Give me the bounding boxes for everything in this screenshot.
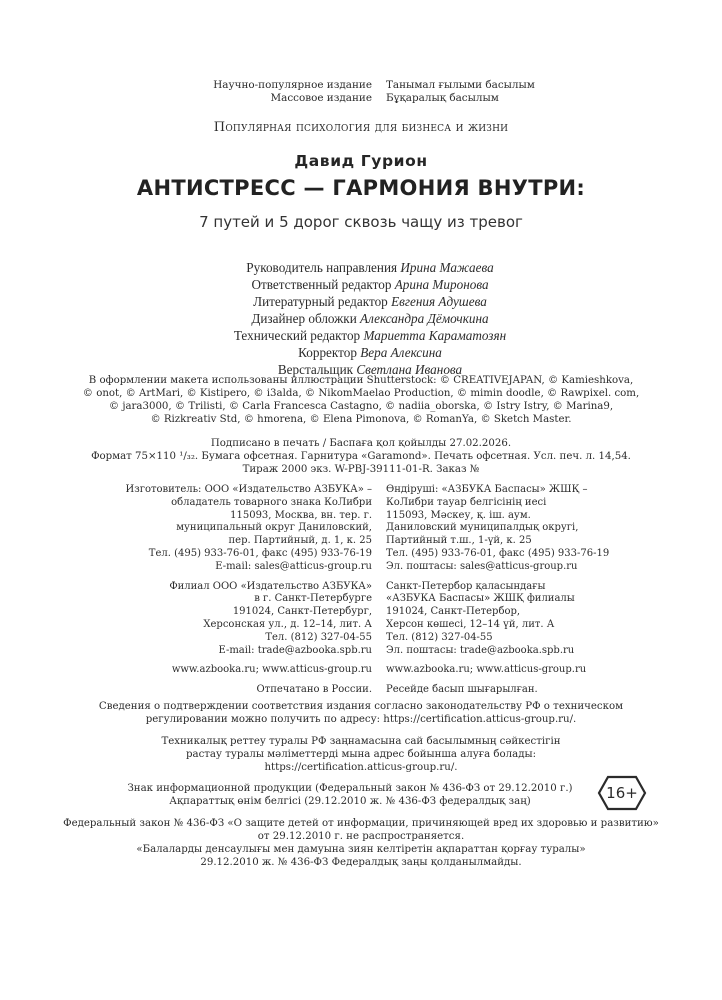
address-line: Херсон көшесі, 12–14 үй, лит. А	[386, 618, 555, 630]
credit-person: Арина Миронова	[394, 277, 489, 292]
federal-law-line: «Балаларды денсаулығы мен дамуына зиян келтіретін ақпараттан қорғау туралы»	[136, 844, 586, 855]
series-title: Популярная психология для бизнеса и жизни	[213, 120, 509, 135]
credit-person: Евгения Адушева	[391, 294, 487, 309]
illustrations-line: В оформлении макета использованы иллюстрации Shutterstock: © CREATIVEJAPAN, © Kamieshkova,	[88, 375, 634, 386]
info-sign-line: Ақпараттық өнім белгісі (29.12.2010 ж. № 436-ФЗ федералдық заң)	[169, 796, 531, 807]
email-line: E-mail: sales@atticus-group.ru	[215, 560, 372, 572]
age-rating-label: 16+	[606, 784, 638, 802]
address-line: Тел. (812) 327-04-55	[386, 631, 493, 643]
email-line: Эл. поштасы: trade@azbooka.spb.ru	[386, 644, 575, 656]
website-line: www.azbooka.ru; www.atticus-group.ru	[386, 664, 587, 676]
address-line: 191024, Санкт-Петербор,	[386, 606, 521, 618]
address-line: 115093, Мәскеу, қ. іш. аум.	[386, 509, 531, 521]
credit-person: Александра Дёмочкина	[360, 311, 489, 326]
federal-law-line: 29.12.2010 ж. № 436-ФЗ Федералдық заңы қолданылмайды.	[200, 857, 522, 868]
print-info-line: Подписано в печать / Баспаға қол қойылды 27.02.2026.	[210, 438, 512, 449]
age-rating-badge	[597, 775, 647, 811]
credit-person: Светлана Иванова	[356, 362, 463, 377]
illustrations-line: © jara3000, © Trilisti, © Carla Francesca Castagno, © nadiia_oborska, © Istry Istry, © Marina9,	[108, 401, 614, 412]
address-line: пер. Партийный, д. 1, к. 25	[228, 535, 372, 547]
credit-role: Дизайнер обложки	[251, 311, 357, 326]
credit-person: Ирина Мажаева	[400, 260, 494, 275]
print-info-line: Формат 75×110 ¹/₃₂. Бумага офсетная. Гарнитура «Garamond». Печать офсетная. Усл. печ. л. 14,54.	[91, 451, 631, 462]
credit-role: Руководитель направления	[246, 260, 398, 275]
address-line: Тел. (495) 933-76-01, факс (495) 933-76-19	[386, 547, 610, 559]
credits-list	[90, 259, 650, 378]
address-line: Өндіруші: «АЗБУКА Баспасы» ЖШҚ –	[386, 484, 588, 495]
certification-line: растау туралы мәліметтерді мына адрес бойынша алуға болады:	[185, 749, 537, 760]
credit-row	[90, 344, 650, 361]
info-sign-line: Знак информационной продукции (Федеральный закон № 436-ФЗ от 29.12.2010 г.)	[127, 783, 573, 794]
address-line: Санкт-Петербор қаласындағы	[386, 580, 546, 592]
info-sign	[100, 782, 600, 808]
printed-in-line: Отпечатано в России.	[256, 684, 372, 696]
address-line: Тел. (495) 933-76-01, факс (495) 933-76-19	[148, 547, 372, 559]
print-info	[40, 437, 682, 476]
credit-person: Мариетта Караматозян	[363, 328, 507, 343]
author-name: Давид Гурион	[294, 152, 428, 170]
book-subtitle: 7 путей и 5 дорог сквозь чащу из тревог	[199, 213, 523, 231]
credit-row	[90, 259, 650, 276]
printed-in-line: Ресейде басып шығарылған.	[386, 684, 538, 696]
credit-role: Технический редактор	[233, 328, 361, 343]
header-right	[386, 79, 606, 106]
email-line: Эл. поштасы: sales@atticus-group.ru	[386, 560, 578, 572]
website-line: www.azbooka.ru; www.atticus-group.ru	[171, 664, 372, 676]
manufacturer-ru	[90, 484, 372, 697]
address-line: Изготовитель: ООО «Издательство АЗБУКА» –	[125, 484, 372, 495]
address-line: муниципальный округ Даниловский,	[176, 522, 372, 534]
address-line: обладатель товарного знака КоЛибри	[171, 496, 372, 508]
header-right-line: Бұқаралық басылым	[386, 92, 499, 105]
manufacturer-kz	[386, 484, 686, 697]
federal-law-line: от 29.12.2010 г. не распространяется.	[257, 831, 465, 842]
address-line: Филиал ООО «Издательство АЗБУКА»	[169, 580, 372, 592]
certification-line: Сведения о подтверждении соответствия издания согласно законодательству РФ о техническом	[98, 701, 624, 712]
certification-line: регулировании можно получить по адресу: https://certification.atticus-group.ru/.	[145, 714, 577, 725]
address-line: Партийный т.ш., 1-үй, к. 25	[386, 535, 532, 547]
certification-kz	[40, 735, 682, 774]
address-line: в г. Санкт-Петербурге	[254, 593, 372, 605]
print-info-line: Тираж 2000 экз. W-PBJ-39111-01-R. Заказ №	[242, 464, 480, 475]
credit-row	[90, 327, 650, 344]
federal-law-line: Федеральный закон № 436-ФЗ «О защите детей от информации, причиняющей вред их здоровью и развитию»	[63, 818, 659, 829]
email-line: E-mail: trade@azbooka.spb.ru	[218, 644, 372, 656]
certification-line: https://certification.atticus-group.ru/.	[264, 762, 458, 773]
credit-role: Ответственный редактор	[251, 277, 392, 292]
credit-row	[90, 293, 650, 310]
credit-role: Верстальщик	[277, 362, 354, 377]
federal-law	[20, 817, 702, 869]
illustrations-line: © onot, © ArtMari, © Kistipero, © i3alda, © NikomMaelao Production, © mimin doodle, © Rawpixel. com,	[82, 388, 640, 399]
credit-role: Литературный редактор	[253, 294, 388, 309]
credit-row	[90, 310, 650, 327]
address-line: 191024, Санкт-Петербург,	[232, 606, 372, 618]
header-left-line: Массовое издание	[270, 92, 372, 105]
illustrations-credit	[40, 374, 682, 426]
address-line: Херсонская ул., д. 12–14, лит. А	[203, 618, 372, 630]
address-line: «АЗБУКА Баспасы» ЖШҚ филиалы	[386, 593, 575, 605]
address-line: Даниловский муниципалдық округі,	[386, 522, 579, 534]
certification-ru	[40, 700, 682, 726]
address-line: КоЛибри тауар белгісінің иесі	[386, 496, 547, 508]
illustrations-line: © Rizkreativ Std, © hmorena, © Elena Pimonova, © RomanYa, © Sketch Master.	[150, 414, 572, 425]
header-left-line: Научно-популярное издание	[213, 79, 372, 91]
header-right-line: Танымал ғылыми басылым	[386, 79, 535, 91]
header-left	[150, 79, 372, 106]
address-line: Тел. (812) 327-04-55	[265, 631, 372, 643]
credit-row	[90, 276, 650, 293]
certification-line: Техникалық реттеу туралы РФ заңнамасына сай басылымның сәйкестігін	[161, 736, 561, 747]
book-title: АНТИСТРЕСС — ГАРМОНИЯ ВНУТРИ:	[136, 176, 586, 200]
credit-role: Корректор	[298, 345, 357, 360]
credit-person: Вера Алексина	[360, 345, 442, 360]
address-line: 115093, Москва, вн. тер. г.	[230, 509, 372, 521]
